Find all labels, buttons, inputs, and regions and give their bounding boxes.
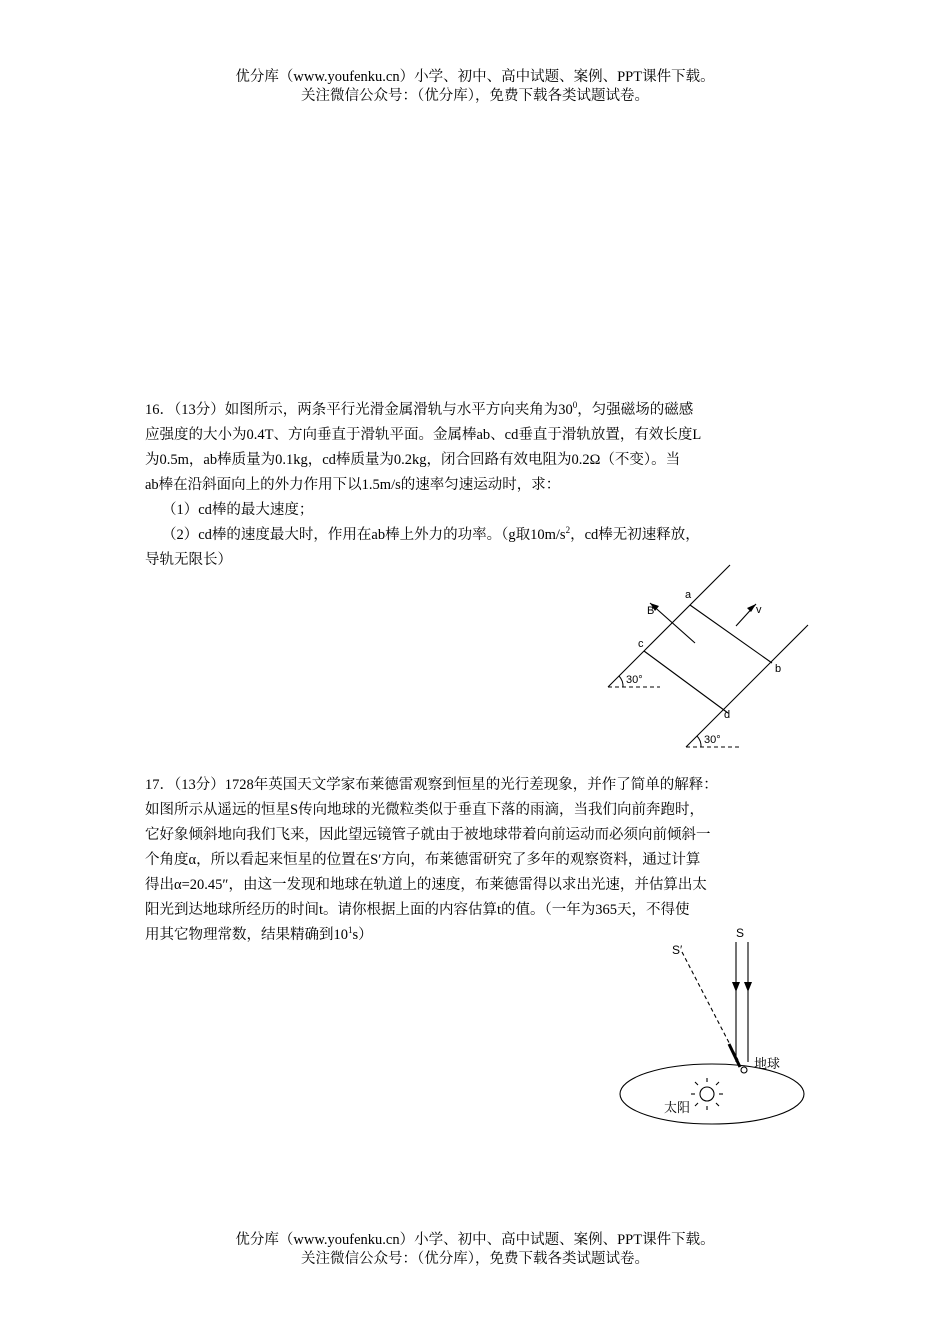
- label-a: a: [685, 589, 692, 601]
- header-line-1: 优分库（www.youfenku.cn）小学、初中、高中试题、案例、PPT课件下载。: [235, 69, 715, 85]
- q17-line-1: 17．（13分）1728年英国天文学家布莱德雷观察到恒星的光行差现象，并作了简单的解释：: [145, 777, 718, 793]
- q16-line-3: 为0.5m，ab棒质量为0.1kg，cd棒质量为0.2kg，闭合回路有效电阻为0.2Ω（不变）。当: [145, 452, 681, 468]
- label-c: c: [638, 638, 644, 650]
- q16-line-4: ab棒在沿斜面向上的外力作用下以1.5m/s的速率匀速运动时，求：: [145, 477, 561, 493]
- square-sup: 2: [565, 525, 571, 536]
- v-arrow-head: [747, 604, 756, 612]
- footer-line-2: 关注微信公众号：（优分库），免费下载各类试题试卷。: [301, 1251, 649, 1267]
- q16-line-5: （1）cd棒的最大速度；: [162, 502, 314, 518]
- q16-line-6: （2）cd棒的速度最大时，作用在ab棒上外力的功率。（g取$10m/s^2$，cd棒无初速释放，: [162, 525, 700, 543]
- q17-line-4: 个角度α，所以看起来恒星的位置在S′方向，布莱德雷研究了多年的观察资料，通过计算: [145, 852, 701, 868]
- degree-sup: 0: [572, 400, 578, 411]
- telescope-icon: [729, 1044, 740, 1067]
- label-v: v: [756, 604, 762, 616]
- label-S-prime: S′: [672, 943, 683, 957]
- label-S: S: [736, 926, 745, 940]
- label-earth: 地球: [754, 1056, 781, 1071]
- label-B: B: [647, 605, 655, 617]
- q17-line-5: 得出α=20.45″，由这一发现和地球在轨道上的速度，布莱德雷得以求出光速，并估算出太: [145, 877, 707, 893]
- angle-label-2: 30°: [704, 734, 721, 746]
- earth-orbit: [620, 1064, 804, 1124]
- power-sup: 1: [348, 925, 353, 936]
- rail-left: [608, 565, 730, 687]
- q16-line-1: 16．（13分）如图所示，两条平行光滑金属滑轨与水平方向夹角为$30^0$，匀强磁场的磁感: [145, 400, 694, 418]
- rail-right: [686, 625, 808, 747]
- label-b: b: [775, 663, 782, 675]
- b-field-arrow: [650, 603, 695, 643]
- q16-line-2: 应强度的大小为0.4T、方向垂直于滑轨平面。金属棒ab、cd垂直于滑轨放置，有效长度L: [145, 427, 702, 443]
- label-d: d: [724, 709, 731, 721]
- footer-line-1: 优分库（www.youfenku.cn）小学、初中、高中试题、案例、PPT课件下载。: [235, 1232, 715, 1248]
- q17-line-3: 它好象倾斜地向我们飞来，因此望远镜管子就由于被地球带着向前运动而必须向前倾斜一: [145, 827, 711, 843]
- aberration-figure: [612, 922, 812, 1132]
- q17-line-2: 如图所示从遥远的恒星S传向地球的光微粒类似于垂直下落的雨滴，当我们向前奔跑时，: [145, 802, 705, 818]
- rod-cd: [644, 651, 728, 713]
- question-16: [145, 398, 825, 573]
- label-sun: 太阳: [664, 1100, 691, 1115]
- page-footer: [0, 1231, 950, 1269]
- q17-line-6: 阳光到达地球所经历的时间t。请你根据上面的内容估算t的值。（一年为365天，不得使: [145, 902, 690, 918]
- q16-line-7: 导轨无限长）: [145, 552, 232, 568]
- angle-label-1: 30°: [626, 674, 643, 686]
- earth-dot: [741, 1067, 747, 1073]
- rails-figure: [600, 560, 815, 755]
- q17-line-7: 用其它物理常数，结果精确到$10^1s$）: [145, 925, 373, 943]
- sun-icon: [700, 1087, 714, 1101]
- page-header: [0, 68, 950, 106]
- header-line-2: 关注微信公众号：（优分库），免费下载各类试题试卷。: [301, 88, 649, 104]
